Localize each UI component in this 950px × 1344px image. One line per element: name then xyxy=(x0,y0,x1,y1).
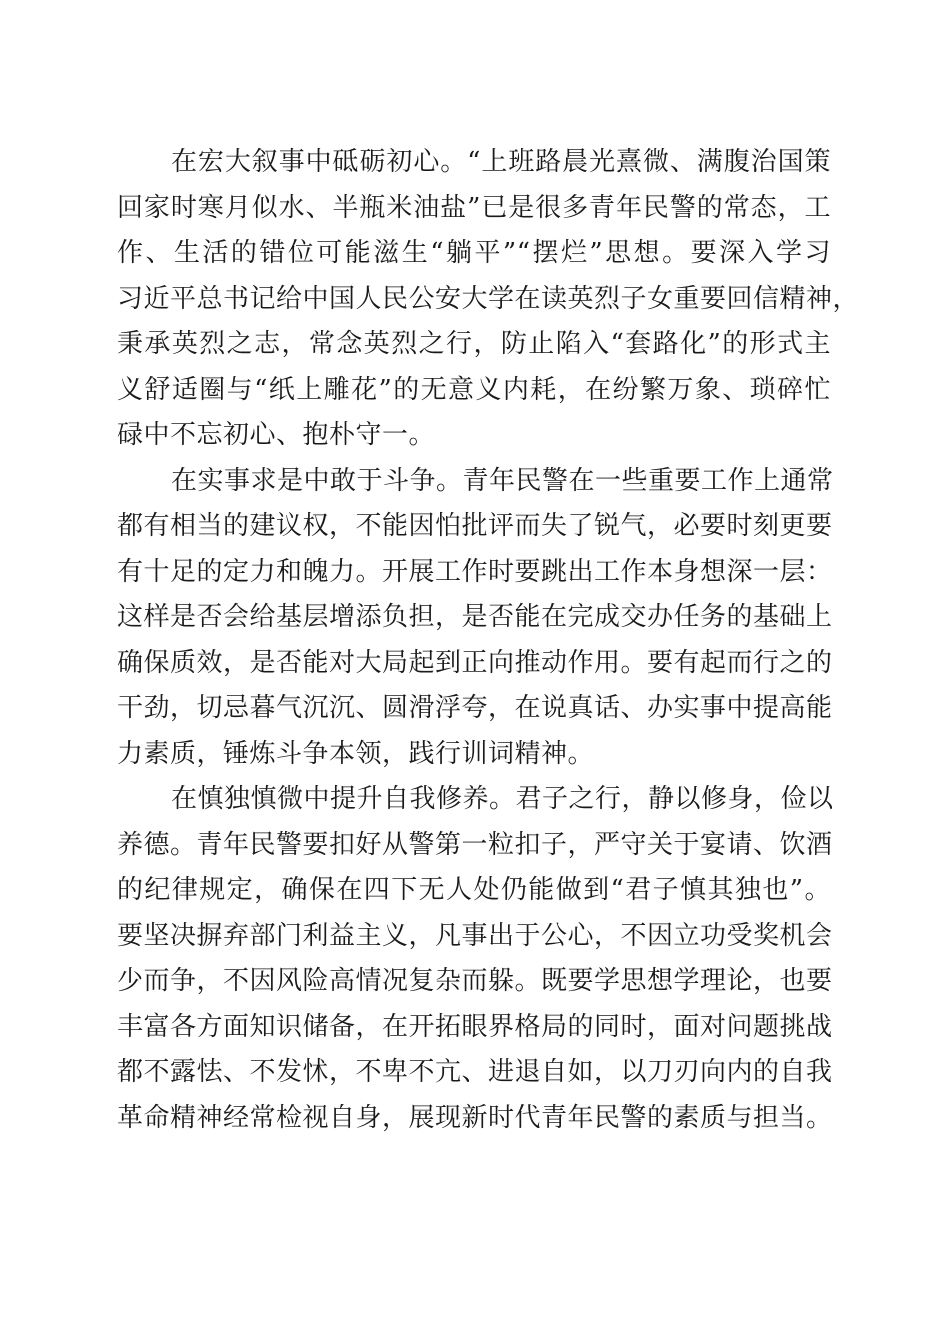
paragraph-line: 少而争，不因风险高情况复杂而躲。既要学思想学理论，也要 xyxy=(117,966,833,996)
paragraph-line: 秉承英烈之志，常念英烈之行，防止陷入“套路化”的形式主 xyxy=(117,329,831,359)
paragraph-1 xyxy=(117,140,860,459)
paragraph-line: 在慎独慎微中提升自我修养。君子之行，静以修身，俭以 xyxy=(171,784,834,814)
paragraph-line: 在实事求是中敢于斗争。青年民警在一些重要工作上通常 xyxy=(171,465,834,496)
paragraph-2 xyxy=(117,459,834,778)
paragraph-line: 要坚决摒弃部门利益主义，凡事出于公心，不因立功受奖机会 xyxy=(117,920,833,951)
paragraph-line: 义舒适圈与“纸上雕花”的无意义内耗，在纷繁万象、琐碎忙 xyxy=(117,374,831,405)
document-body xyxy=(117,140,860,1141)
paragraph-line: 都不露怯、不发怵，不卑不亢、进退自如，以刀刃向内的自我 xyxy=(117,1057,833,1087)
paragraph-line: 在宏大叙事中砥砺初心。“上班路晨光熹微、满腹治国策 xyxy=(171,147,831,177)
paragraph-line: 都有相当的建议权，不能因怕批评而失了锐气，必要时刻更要 xyxy=(117,511,833,541)
paragraph-line: 作、生活的错位可能滋生“躺平”“摆烂”思想。要深入学习 xyxy=(117,238,831,268)
paragraph-3 xyxy=(117,777,834,1141)
paragraph-line: 碌中不忘初心、抱朴守一。 xyxy=(117,420,436,450)
paragraph-line: 有十足的定力和魄力。开展工作时要跳出工作本身想深一层： xyxy=(117,556,833,587)
paragraph-line: 丰富各方面知识储备，在开拓眼界格局的同时，面对问题挑战 xyxy=(117,1011,833,1042)
paragraph-line: 革命精神经常检视自身，展现新时代青年民警的素质与担当。 xyxy=(117,1102,833,1133)
paragraph-line: 习近平总书记给中国人民公安大学在读英烈子女重要回信精神， xyxy=(117,283,860,314)
paragraph-line: 养德。青年民警要扣好从警第一粒扣子，严守关于宴请、饮酒 xyxy=(117,829,833,860)
paragraph-line: 力素质，锤炼斗争本领，践行训词精神。 xyxy=(117,738,595,769)
paragraph-line: 干劲，切忌暮气沉沉、圆滑浮夸，在说真话、办实事中提高能 xyxy=(117,693,833,723)
paragraph-line: 确保质效，是否能对大局起到正向推动作用。要有起而行之的 xyxy=(117,647,833,678)
paragraph-line: 这样是否会给基层增添负担，是否能在完成交办任务的基础上 xyxy=(117,602,833,632)
paragraph-line: 回家时寒月似水、半瓶米油盐”已是很多青年民警的常态，工 xyxy=(117,192,831,223)
paragraph-line: 的纪律规定，确保在四下无人处仍能做到“君子慎其独也”。 xyxy=(117,875,831,905)
